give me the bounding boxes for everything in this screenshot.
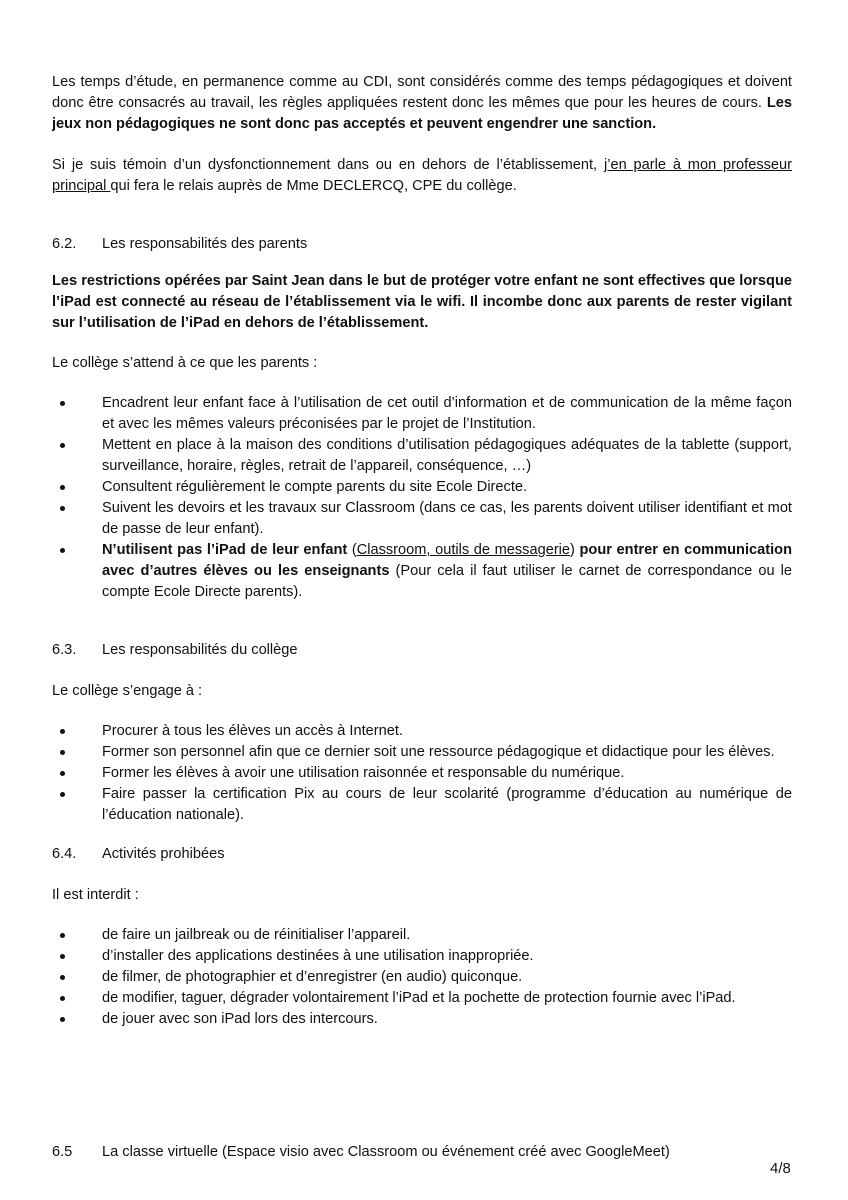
- list-item: [52, 721, 792, 742]
- list-item: [52, 540, 792, 603]
- list-item: [52, 784, 792, 826]
- parents-lead-text: Le collège s’attend à ce que les parents :: [52, 355, 318, 372]
- document-page: [52, 72, 792, 1162]
- section-title: La classe virtuelle (Espace visio avec Classroom ou événement créé avec GoogleMeet): [102, 1143, 670, 1160]
- section-heading-6-5: [52, 1142, 792, 1162]
- bullet-icon: [60, 729, 65, 734]
- bullet-icon: [60, 933, 65, 938]
- bullet-icon: [60, 506, 65, 511]
- page-number: 4/8: [770, 1160, 791, 1177]
- section-title: Activités prohibées: [102, 845, 225, 862]
- list-item-text: de filmer, de photographier et d’enregistrer (en audio) quiconque.: [102, 968, 523, 985]
- list-item-text: (Pour cela il faut utiliser le carnet de correspondance ou le compte Ecole Directe parents).: [102, 563, 792, 601]
- section-number: 6.3.: [52, 642, 77, 659]
- witness-text-start: Si je suis témoin d’un dysfonctionnement dans ou en dehors de l’établissement,: [52, 157, 604, 174]
- section-number: 6.5: [52, 1143, 73, 1160]
- list-item: [52, 435, 792, 477]
- prohibited-list: [52, 925, 792, 1030]
- parents-list: [52, 393, 792, 603]
- list-item: [52, 946, 792, 967]
- list-item-text: Former son personnel afin que ce dernier soit une ressource pédagogique et didactique pour les élèves.: [102, 743, 775, 760]
- bullet-icon: [60, 485, 65, 490]
- witness-text-end: qui fera le relais auprès de Mme DECLERCQ, CPE du collège.: [110, 178, 517, 195]
- intro-text: Les temps d’étude, en permanence comme au CDI, sont considérés comme des temps pédagogiques et doivent donc être consacrés au travail, les règles appliquées restent donc les mêmes que pour les heures de cours.: [52, 74, 792, 111]
- section-heading-6-3: [52, 640, 792, 660]
- list-item: [52, 925, 792, 946]
- bullet-icon: [60, 750, 65, 755]
- list-item: [52, 498, 792, 540]
- list-item: [52, 988, 792, 1009]
- list-item-text: ): [570, 542, 580, 559]
- section-heading-6-4: [52, 844, 792, 864]
- list-item-text: Faire passer la certification Pix au cours de leur scolarité (programme d’éducation au numérique de l’éducation nationale).: [102, 785, 792, 823]
- list-item-bold: pour entrer en communication avec d’autres élèves ou les enseignants: [102, 542, 792, 580]
- list-item-underlined: Classroom, outils de messagerie: [356, 542, 571, 559]
- section-number: 6.2.: [52, 235, 77, 252]
- bullet-icon: [60, 975, 65, 980]
- list-item-text: Consultent régulièrement le compte parents du site Ecole Directe.: [102, 479, 528, 496]
- section-heading-6-2: [52, 234, 792, 254]
- section-number: 6.4.: [52, 845, 77, 862]
- list-item-text: Suivent les devoirs et les travaux sur Classroom (dans ce cas, les parents doivent utiliser identifiant et mot de passe de leur enfant).: [102, 500, 792, 538]
- section-title: Les responsabilités du collège: [102, 642, 298, 659]
- bullet-icon: [60, 1017, 65, 1022]
- college-list: [52, 721, 792, 826]
- list-item-text: d’installer des applications destinées à une utilisation inappropriée.: [102, 947, 534, 964]
- list-item-text: de modifier, taguer, dégrader volontairement l’iPad et la pochette de protection fournie avec l’iPad.: [102, 989, 736, 1006]
- intro-paragraph-study-time: [52, 72, 792, 134]
- list-item: [52, 1009, 792, 1030]
- bullet-icon: [60, 792, 65, 797]
- list-item: [52, 763, 792, 784]
- bullet-icon: [60, 771, 65, 776]
- bullet-icon: [60, 996, 65, 1001]
- list-item-text: Procurer à tous les élèves un accès à Internet.: [102, 722, 403, 739]
- section-title: Les responsabilités des parents: [102, 235, 308, 252]
- bullet-icon: [60, 548, 65, 553]
- list-item-text: de jouer avec son iPad lors des intercours.: [102, 1010, 378, 1027]
- witness-underlined-text: j’en parle à mon professeur principal: [52, 157, 793, 195]
- list-item: [52, 742, 792, 763]
- prohibited-lead-text: Il est interdit :: [52, 886, 139, 903]
- list-item-bold: N’utilisent pas l’iPad de leur enfant: [102, 542, 348, 559]
- list-item: [52, 967, 792, 988]
- intro-bold-text: Les jeux non pédagogiques ne sont donc pas acceptés et peuvent engendrer une sanction.: [52, 94, 792, 132]
- parents-restrictions-bold: Les restrictions opérées par Saint Jean dans le but de protéger votre enfant ne sont effectives que lorsque l’iPad est connecté au réseau de l’établissement via le wifi. Il incombe donc aux parents de rester vigilant sur l’utilisation de l’iPad en dehors de l’établissement.: [52, 272, 792, 331]
- list-item: [52, 477, 792, 498]
- list-item-text: Encadrent leur enfant face à l’utilisation de cet outil d’information et de communication de la même façon et avec les mêmes valeurs préconisées par le projet de l’Institution.: [102, 395, 792, 433]
- list-item-text: Former les élèves à avoir une utilisation raisonnée et responsable du numérique.: [102, 764, 625, 781]
- list-item-text: Mettent en place à la maison des conditions d’utilisation pédagogiques adéquates de la tablette (support, surveillance, horaire, règles, retrait de l’appareil, conséquence, …): [102, 437, 792, 475]
- bullet-icon: [60, 443, 65, 448]
- bullet-icon: [60, 954, 65, 959]
- bullet-icon: [60, 401, 65, 406]
- list-item: [52, 393, 792, 435]
- list-item-text: de faire un jailbreak ou de réinitialiser l’appareil.: [102, 926, 411, 943]
- list-item-text: (: [347, 542, 357, 559]
- college-lead-text: Le collège s’engage à :: [52, 683, 203, 700]
- intro-paragraph-witness: [52, 155, 792, 197]
- parents-restrictions-paragraph: [52, 271, 792, 333]
